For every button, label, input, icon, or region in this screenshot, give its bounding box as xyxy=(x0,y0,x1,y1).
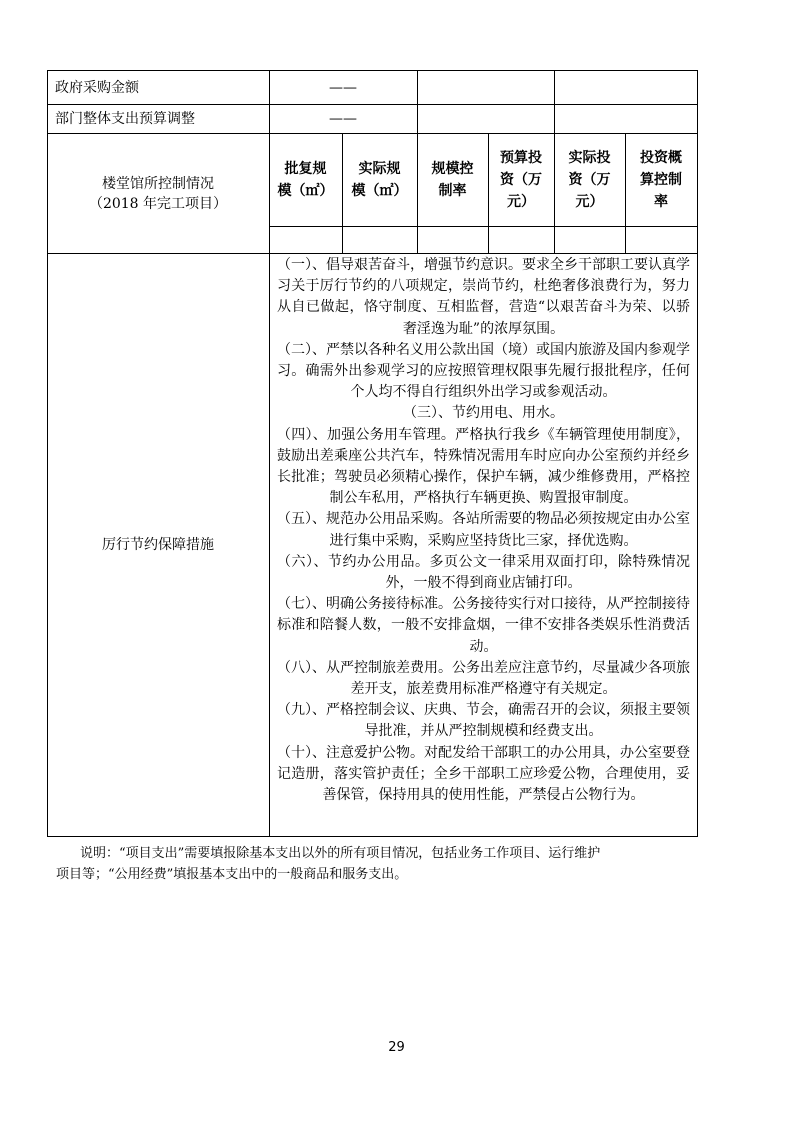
header-budget-investment xyxy=(488,133,554,227)
measure-paragraph: （八）、从严控制旅差费用。公务出差应注意节约，尽量减少各项旅差开支，旅差费用标准严格遵守有关规定。 xyxy=(277,659,690,698)
header-line: 算控制 xyxy=(640,172,682,188)
header-line: 投资概 xyxy=(640,150,682,166)
header-line: 预算投 xyxy=(500,150,542,166)
header-actual-scale xyxy=(342,133,417,227)
measure-paragraph: （一）、倡导艰苦奋斗，增强节约意识。要求全乡干部职工要认真学习关于厉行节约的八项规定，崇尚节约，杜绝奢侈浪费行为，努力从自已做起，恪守制度、互相监督，营造“以艰苦奋斗为荣、以骄奢淫逸为耻”的浓厚氛围。 xyxy=(277,257,690,337)
measure-paragraph: （二）、严禁以各种名义用公款出国（境）或国内旅游及国内参观学习。确需外出参观学习的应按照管理权限事先履行报批程序，任何个人均不得自行组织外出学习或参观活动。 xyxy=(277,341,690,401)
footnote-line2: 项目等；“公用经费”填报基本支出中的一般商品和服务支出。 xyxy=(56,867,408,882)
measure-paragraph: （九）、严格控制会议、庆典、节会，确需召开的会议，须报主要领导批准，并从严控制规模和经费支出。 xyxy=(277,702,690,740)
header-line: 制率 xyxy=(438,183,467,199)
header-line: 资（万 xyxy=(568,172,611,188)
measure-paragraph: （三）、节约用电、用水。 xyxy=(403,405,564,422)
header-line: 批复规 xyxy=(284,161,327,177)
building-control-label-line2: （2018 年完工项目） xyxy=(88,195,228,212)
header-scale-control-rate xyxy=(417,133,488,227)
measure-paragraph: （五）、规范办公用品采购。各站所需要的物品必须按规定由办公室进行集中采购，采购应坚持货比三家，择优选购。 xyxy=(277,511,690,549)
measure-paragraph: （十）、注意爱护公物。对配发给干部职工的办公用具，办公室要登记造册，落实管护责任；全乡干部职工应珍爱公物，合理使用，妥善保管，保持用具的使用性能，严禁侵占公物行为。 xyxy=(277,744,690,804)
measures-label: 厉行节约保障措施 xyxy=(102,537,214,553)
table-border-right xyxy=(697,70,698,837)
header-line: 元） xyxy=(507,194,535,210)
adjustment-value: —— xyxy=(329,111,357,127)
building-control-label-line1: 楼堂馆所控制情况 xyxy=(102,175,214,192)
measures-content xyxy=(277,255,690,835)
header-line: 资（万 xyxy=(500,172,542,188)
header-investment-estimate-control-rate xyxy=(625,133,697,227)
header-line: 模（㎡） xyxy=(351,183,408,199)
measure-paragraph: （四）、加强公务用车管理。严格执行我乡《车辆管理使用制度》，鼓励出差乘座公共汽车，特殊情况需用车时应向办公室预约并经乡长批准；驾驶员必须精心操作，保护车辆，减少维修费用，严格控制公车私用，严格执行车辆更换、购置报审制度。 xyxy=(277,426,690,507)
header-actual-investment xyxy=(554,133,625,227)
header-line: 元） xyxy=(575,194,604,210)
measure-paragraph: （六）、节约办公用品。多页公文一律采用双面打印，除特殊情况外，一般不得到商业店铺打印。 xyxy=(277,553,690,592)
header-line: 规模控 xyxy=(431,161,474,177)
footnote-line1: 说明：“项目支出”需要填报除基本支出以外的所有项目情况，包括业务工作项目、运行维护 xyxy=(80,846,601,861)
procurement-label: 政府采购金额 xyxy=(55,79,139,96)
procurement-value: —— xyxy=(329,79,357,96)
measure-paragraph: （七）、明确公务接待标准。公务接待实行对口接待，从严控制接待标准和陪餐人数，一般不安排盒烟，一律不安排各类娱乐性消费活动。 xyxy=(277,596,690,655)
building-control-label xyxy=(47,133,269,254)
header-line: 实际投 xyxy=(568,150,611,166)
footnote xyxy=(56,843,704,885)
header-approved-scale xyxy=(269,133,342,227)
header-line: 实际规 xyxy=(358,161,401,177)
header-line: 模（㎡） xyxy=(277,183,334,199)
page-number: 29 xyxy=(388,1040,405,1055)
budget-table xyxy=(47,70,698,837)
header-line: 率 xyxy=(654,194,668,210)
column-divider xyxy=(417,70,418,134)
column-divider xyxy=(554,70,555,134)
adjustment-label: 部门整体支出预算调整 xyxy=(55,111,195,127)
